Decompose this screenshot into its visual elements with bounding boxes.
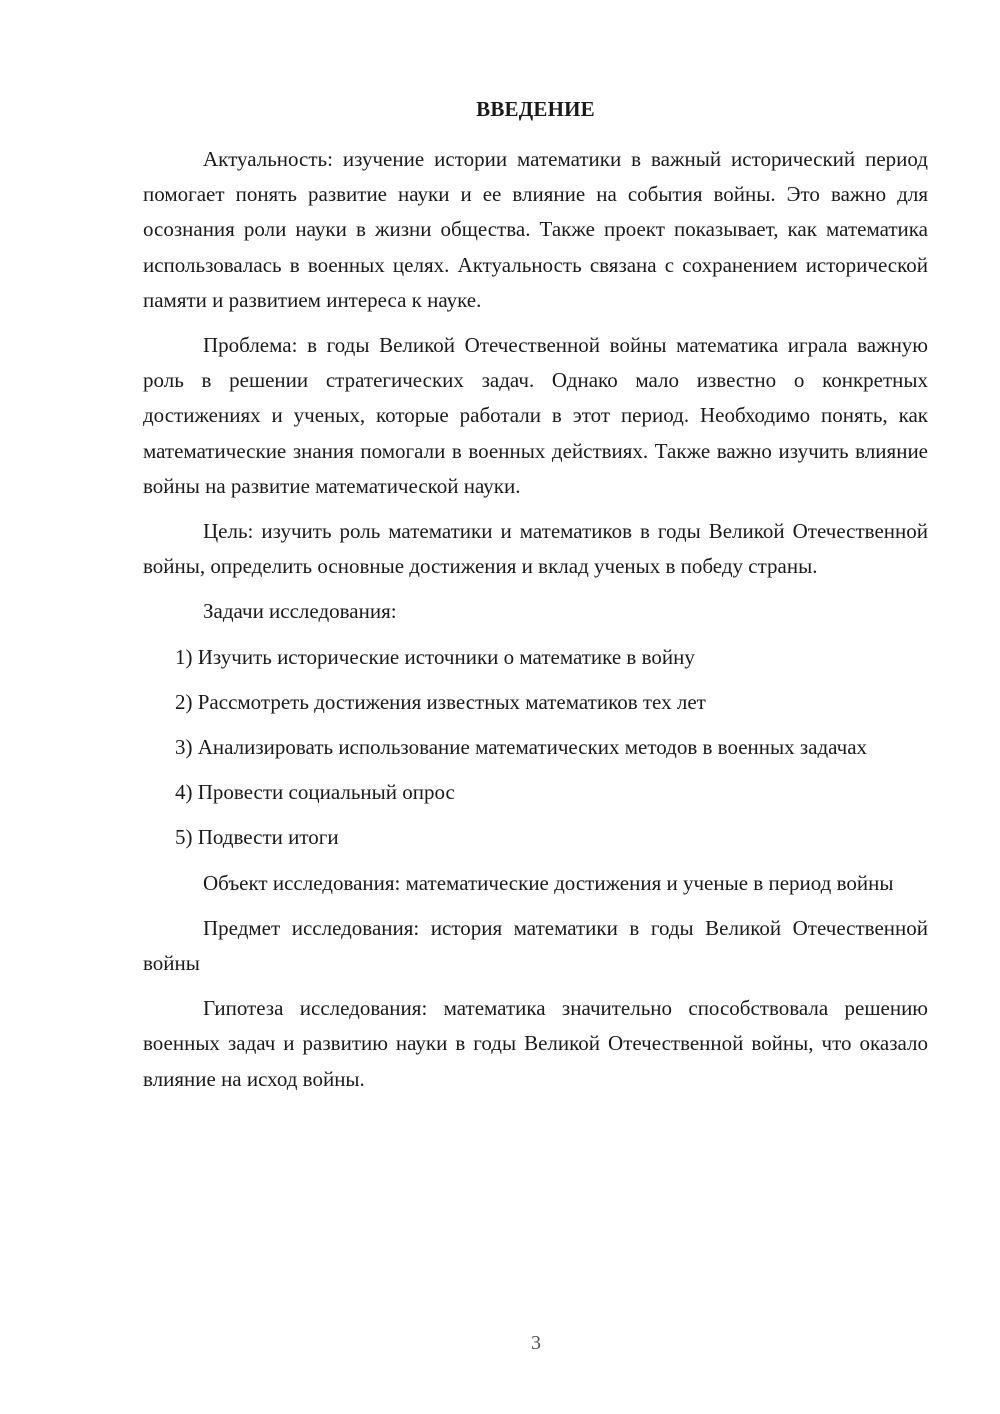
list-item: 2) Рассмотреть достижения известных математиков тех лет <box>175 689 706 714</box>
list-item: 4) Провести социальный опрос <box>175 780 455 805</box>
list-item: 1) Изучить исторические источники о математике в войну <box>175 644 695 669</box>
paragraph-object: Объект исследования: математические достижения и ученые в период войны <box>203 870 894 895</box>
paragraph-problem: Проблема: в годы Великой Отечественной войны математика играла важную роль в решении стратегических задач. Однако мало известно о конкретных достижениях и ученых, которые работали в этот период. Необходимо понять, как математические знания помогали в военных действиях. Также важно изучить влияние войны на развитие математической науки. <box>143 333 928 498</box>
paragraph-tasks-heading: Задачи исследования: <box>203 599 397 624</box>
tasks-list <box>143 640 928 856</box>
paragraph-subject: Предмет исследования: история математики в годы Великой Отечественной войны <box>143 915 928 976</box>
paragraph-goal: Цель: изучить роль математики и математиков в годы Великой Отечественной войны, определить основные достижения и вклад ученых в победу страны. <box>143 519 928 579</box>
page-title: ВВЕДЕНИЕ <box>476 97 595 121</box>
list-item: 5) Подвести итоги <box>175 825 339 850</box>
page-number: 3 <box>531 1332 541 1354</box>
document-page <box>143 92 928 1107</box>
list-item: 3) Анализировать использование математических методов в военных задачах <box>175 735 868 760</box>
paragraph-hypothesis: Гипотеза исследования: математика значительно способствовала решению военных задач и развитию науки в годы Великой Отечественной войны, что оказало влияние на исход войны. <box>143 996 928 1091</box>
paragraph-relevance: Актуальность: изучение истории математики в важный исторический период помогает понять развитие науки и ее влияние на события войны. Это важно для осознания роли науки в жизни общества. Также проект показывает, как математика использовалась в военных целях. Актуальность связана с сохранением исторической памяти и развитием интереса к науке. <box>143 147 928 312</box>
